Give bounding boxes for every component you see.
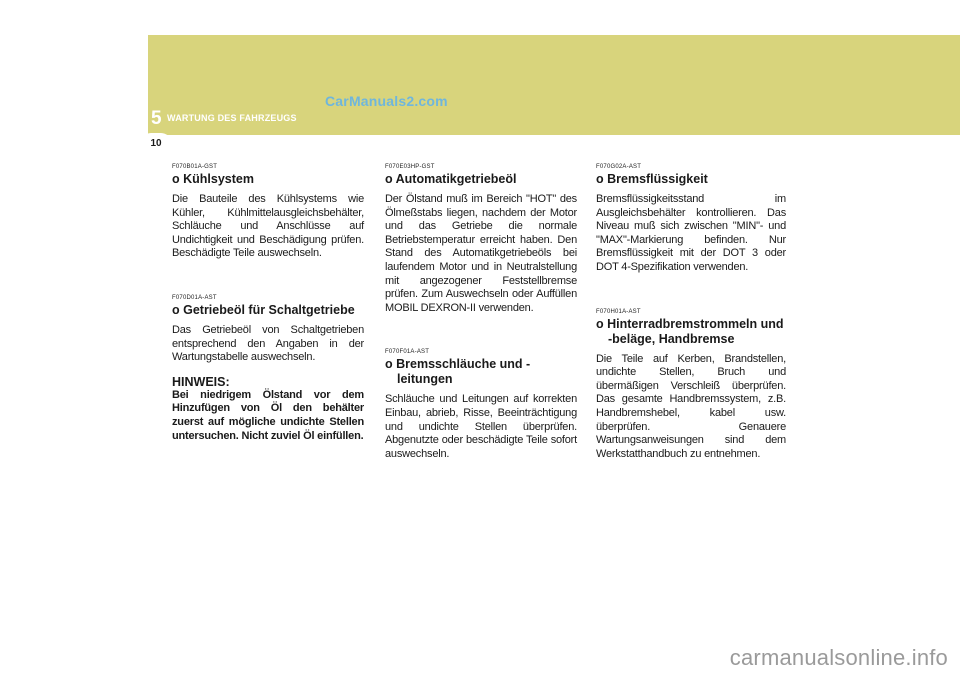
section-code: F070D01A-AST: [172, 294, 217, 301]
section-code: F070H01A-AST: [596, 308, 641, 315]
section-manual-transmission-oil: [172, 295, 364, 443]
section-body: Bremsflüssigkeitsstand im Ausgleichsbehälter kontrollieren. Das Niveau muß sich zwischen "MIN"- und "MAX"-Markierung befinden. Nur Bremsflüssigkeit mit der DOT 3 oder DOT 4-Spezifikation verwenden.: [596, 193, 786, 273]
section-brake-fluid: [596, 164, 786, 275]
section-body: Die Bauteile des Kühlsystems wie Kühler, Kühlmittelausgleichsbehälter, Schläuche und Anschlüsse auf Undichtigkeit und Beschädigung prüfen. Beschädigte Teile auswechseln.: [172, 193, 364, 260]
section-rear-brakes-handbrake: [596, 309, 786, 462]
chapter-title: WARTUNG DES FAHRZEUGS: [167, 113, 297, 123]
section-body: Der Ölstand muß im Bereich "HOT" des Ölmeßstabs liegen, nachdem der Motor und das Getriebe die normale Betriebstemperatur erreicht haben. Den Stand des Automatikgetriebeöls bei laufendem Motor und in Neutralstellung mit angezogener Feststellbremse prüfen. Zum Auswechseln oder Auffüllen MOBIL DEXRON-II verwenden.: [385, 193, 577, 314]
section-body: Schläuche und Leitungen auf korrekten Einbau, abrieb, Risse, Beeinträchtigung und undichte Stellen überprüfen. Abgenutzte oder beschädigte Teile sofort auswechseln.: [385, 393, 577, 460]
section-title: o Bremsflüssigkeit: [596, 172, 708, 186]
section-body: Die Teile auf Kerben, Brandstellen, undichte Stellen, Bruch und übermäßigen Verschleiß überprüfen. Das gesamte Handbremssystem, z.B. Handbremshebel, kabel usw. überprüfen. Genauere Wartungsanweisungen sind dem Werkstatthandbuch zu entnehmen.: [596, 352, 786, 460]
section-code: F070E03HP-GST: [385, 164, 435, 170]
top-watermark-link[interactable]: CarManuals2.com: [325, 93, 448, 109]
section-cooling-system: [172, 164, 364, 261]
note-title: HINWEIS:: [172, 374, 230, 389]
section-title: o Getriebeöl für Schaltgetriebe: [172, 302, 355, 317]
chapter-number: 5: [151, 108, 162, 129]
note-body: Bei niedrigem Ölstand vor dem Hinzufügen von Öl den behälter zuerst auf mögliche undichte Stellen untersuchen. Nicht zuviel Öl einfüllen.: [172, 388, 364, 442]
section-code: F070F01A-AST: [385, 349, 430, 356]
section-title: o Hinterradbremstrommeln und -beläge, Handbremse: [596, 316, 784, 346]
section-title: o Kühlsystem: [172, 172, 254, 186]
page-number: 10: [141, 133, 171, 153]
section-brake-hoses: [385, 349, 577, 461]
column-3: [596, 164, 786, 495]
section-body: Das Getriebeöl von Schaltgetrieben entsprechend den Angaben in der Wartungstabelle auswechseln.: [172, 323, 364, 364]
section-code: F070B01A-GST: [172, 164, 218, 170]
section-title: o Automatikgetriebeöl: [385, 172, 517, 186]
column-2: [385, 164, 577, 495]
section-automatic-transmission-oil: [385, 164, 577, 315]
bottom-watermark-link[interactable]: carmanualsonline.info: [729, 645, 948, 670]
column-1: [172, 164, 364, 477]
section-title: o Bremsschläuche und - leitungen: [385, 357, 531, 387]
section-code: F070G02A-AST: [596, 164, 642, 170]
